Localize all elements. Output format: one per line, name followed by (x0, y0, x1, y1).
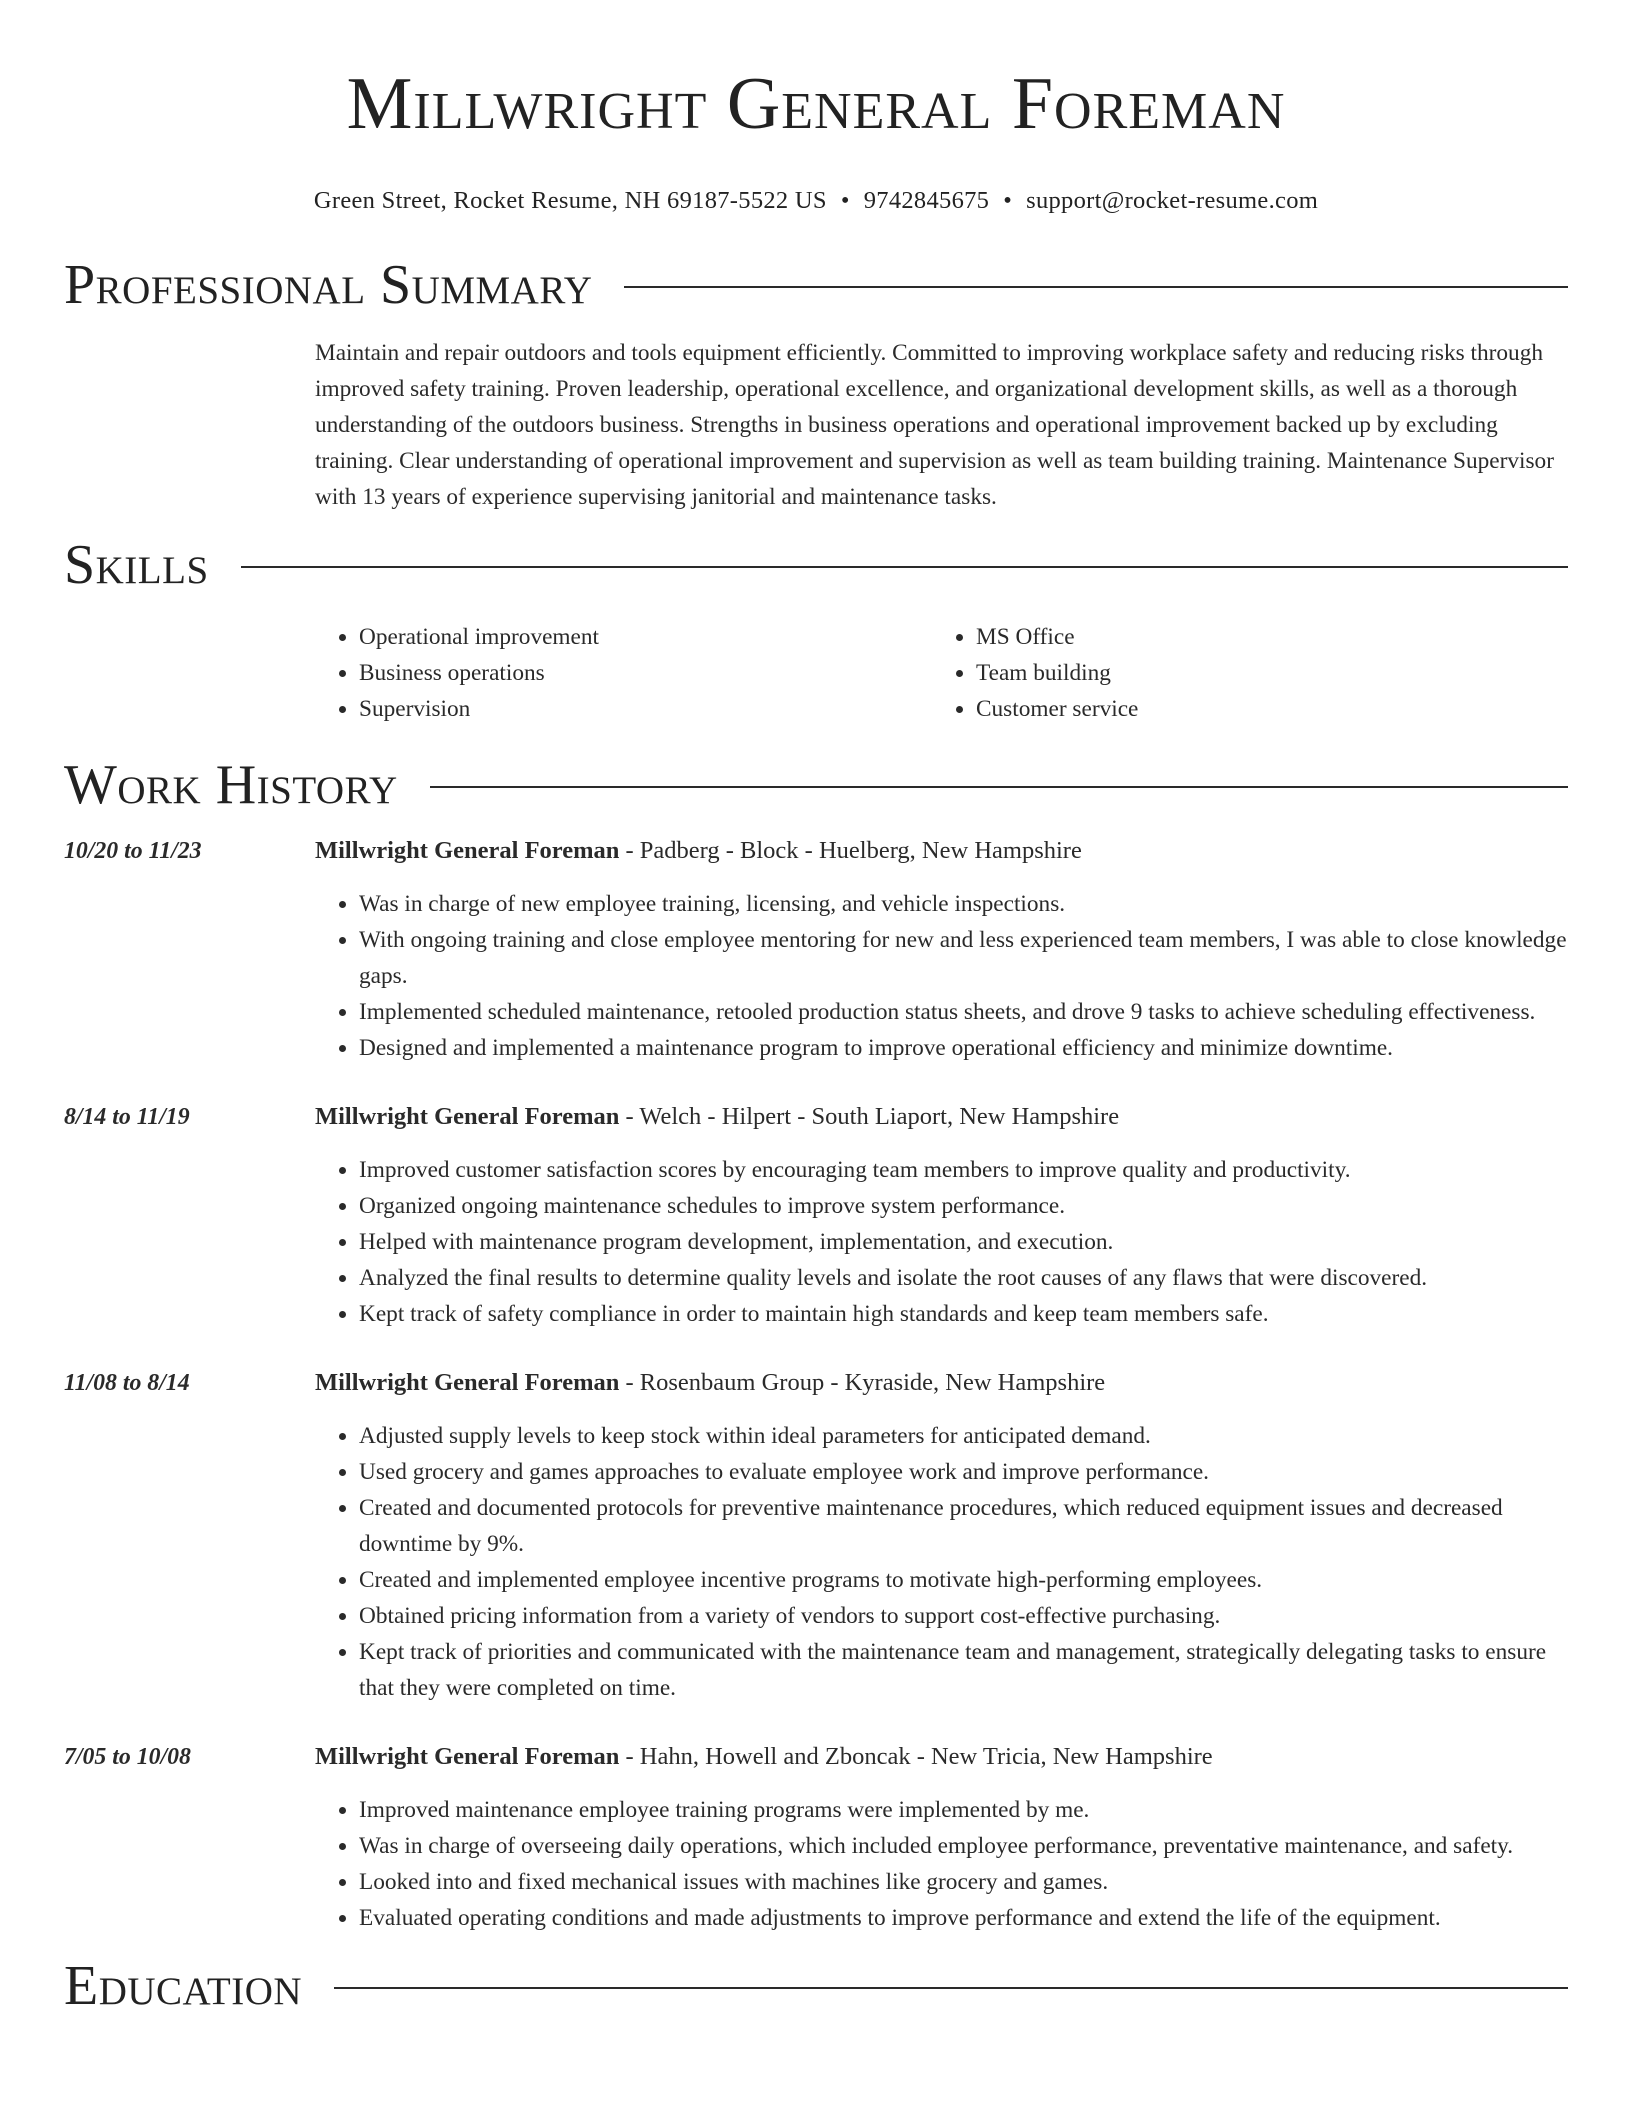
job-title: Millwright General Foreman (315, 1103, 620, 1130)
job-title: Millwright General Foreman (315, 1369, 620, 1396)
job-title-line (315, 1739, 1568, 1775)
section-divider (334, 1987, 1568, 1989)
job-title: Millwright General Foreman (315, 1743, 620, 1770)
job-entry (64, 1739, 1568, 1936)
job-bullets (315, 1152, 1568, 1332)
job-bullet: • Used grocery and games approaches to evaluate employee work and improve performance. (359, 1454, 1568, 1490)
skill-item: • Customer service (976, 691, 1549, 727)
job-bullet: • Improved customer satisfaction scores by encouraging team members to improve quality and productivity. (359, 1152, 1568, 1188)
job-bullet: • Was in charge of new employee training, licensing, and vehicle inspections. (359, 886, 1568, 922)
skills-column-left (315, 619, 932, 727)
contact-separator: • (1003, 187, 1013, 214)
skills-section-header (64, 533, 1568, 597)
job-bullets (315, 1418, 1568, 1706)
address: Green Street, Rocket Resume, NH 69187-5522 US (313, 187, 827, 214)
job-bullets (315, 1792, 1568, 1936)
section-divider (624, 286, 1568, 288)
job-bullet: • With ongoing training and close employee mentoring for new and less experienced team members, I was able to close knowledge gaps. (359, 922, 1568, 994)
job-bullet: • Obtained pricing information from a variety of vendors to support cost-effective purchasing. (359, 1598, 1568, 1634)
contact-separator: • (840, 187, 850, 214)
job-employer: - Welch - Hilpert - South Liaport, New Hampshire (619, 1103, 1120, 1130)
job-dates: 7/05 to 10/08 (64, 1744, 191, 1770)
skill-item: • Operational improvement (359, 619, 932, 655)
skill-item: • Supervision (359, 691, 932, 727)
job-title-line (315, 1099, 1568, 1135)
job-bullet: • Adjusted supply levels to keep stock within ideal parameters for anticipated demand. (359, 1418, 1568, 1454)
summary-heading: Professional Summary (64, 254, 593, 316)
phone: 9742845675 (863, 187, 990, 214)
job-entry (64, 1365, 1568, 1706)
job-bullet: • Designed and implemented a maintenance program to improve operational efficiency and minimize downtime. (359, 1030, 1568, 1066)
job-bullets (315, 886, 1568, 1066)
job-body (315, 1739, 1568, 1936)
skills-column-right (932, 619, 1549, 727)
education-section-header (64, 1954, 1568, 2018)
skill-item: • MS Office (976, 619, 1549, 655)
section-divider (241, 566, 1568, 568)
skills-list (315, 619, 1568, 727)
job-employer: - Hahn, Howell and Zboncak - New Tricia, New Hampshire (619, 1743, 1213, 1770)
job-employer: - Rosenbaum Group - Kyraside, New Hampshire (619, 1369, 1106, 1396)
job-bullet: • Improved maintenance employee training programs were implemented by me. (359, 1792, 1568, 1828)
job-bullet: • Analyzed the final results to determine quality levels and isolate the root causes of any flaws that were discovered. (359, 1260, 1568, 1296)
job-entry (64, 1099, 1568, 1332)
summary-text: Maintain and repair outdoors and tools equipment efficiently. Committed to improving workplace safety and reducing risks through improved safety training. Proven leadership, operational excellence, and organizational development skills, as well as a thorough understanding of the outdoors business. Strengths in business operations and operational improvement backed up by excluding training. Clear understanding of operational improvement and supervision as well as team building training. Maintenance Supervisor with 13 years of experience supervising janitorial and maintenance tasks. (315, 340, 1554, 510)
job-bullet: • Helped with maintenance program development, implementation, and execution. (359, 1224, 1568, 1260)
job-body (315, 833, 1568, 1066)
summary-section-header (64, 253, 1568, 317)
job-title: Millwright General Foreman (315, 837, 620, 864)
job-body (315, 1099, 1568, 1332)
skill-item: • Business operations (359, 655, 932, 691)
work-section-header (64, 753, 1568, 817)
job-bullet: • Evaluated operating conditions and made adjustments to improve performance and extend the life of the equipment. (359, 1900, 1568, 1936)
job-employer: - Padberg - Block - Huelberg, New Hampshire (619, 837, 1082, 864)
skill-item: • Team building (976, 655, 1549, 691)
job-bullet: • Looked into and fixed mechanical issues with machines like grocery and games. (359, 1864, 1568, 1900)
job-bullet: • Implemented scheduled maintenance, retooled production status sheets, and drove 9 tasks to achieve scheduling effectiveness. (359, 994, 1568, 1030)
job-body (315, 1365, 1568, 1706)
work-heading: Work History (64, 754, 398, 816)
job-bullet: • Was in charge of overseeing daily operations, which included employee performance, preventative maintenance, and safety. (359, 1828, 1568, 1864)
resume-name: Millwright General Foreman (346, 63, 1286, 145)
resume-page (64, 0, 1568, 2018)
job-dates: 8/14 to 11/19 (64, 1104, 190, 1130)
job-bullet: • Organized ongoing maintenance schedules to improve system performance. (359, 1188, 1568, 1224)
job-bullet: • Created and documented protocols for preventive maintenance procedures, which reduced equipment issues and decreased downtime by 9%. (359, 1490, 1568, 1562)
job-bullet: • Kept track of priorities and communicated with the maintenance team and management, strategically delegating tasks to ensure that they were completed on time. (359, 1634, 1568, 1706)
job-bullet: • Kept track of safety compliance in order to maintain high standards and keep team members safe. (359, 1296, 1568, 1332)
contact-line (64, 184, 1568, 218)
job-entry (64, 833, 1568, 1066)
email: support@rocket-resume.com (1026, 187, 1319, 214)
job-dates: 10/20 to 11/23 (64, 838, 202, 864)
education-heading: Education (64, 1955, 303, 2017)
job-bullet: • Created and implemented employee incentive programs to motivate high-performing employees. (359, 1562, 1568, 1598)
job-dates: 11/08 to 8/14 (64, 1370, 190, 1396)
section-divider (430, 786, 1568, 788)
job-title-line (315, 1365, 1568, 1401)
job-title-line (315, 833, 1568, 869)
skills-heading: Skills (64, 534, 209, 596)
